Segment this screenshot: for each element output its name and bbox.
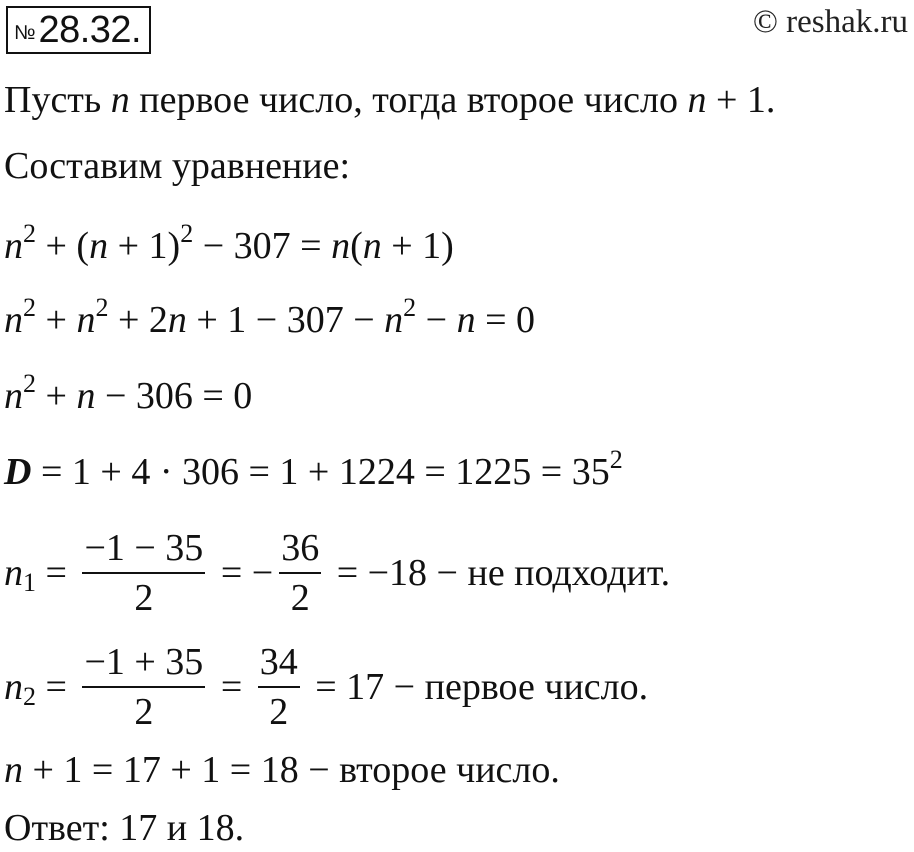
variable: n — [76, 375, 96, 417]
text: + — [36, 375, 77, 417]
fraction-bar — [279, 572, 321, 574]
fraction-numerator: 36 — [281, 527, 320, 569]
text: = 0 — [475, 299, 536, 341]
exponent: 2 — [23, 369, 36, 398]
fraction — [82, 640, 205, 734]
variable: n — [4, 375, 23, 417]
exponent: 2 — [95, 293, 109, 322]
number-sign: № — [14, 21, 36, 44]
variable: n — [384, 299, 404, 341]
text: + 1 − 307 − — [186, 299, 385, 341]
fraction — [258, 640, 300, 734]
problem-number: 28.32. — [38, 8, 142, 51]
variable: n — [362, 225, 382, 267]
root-2-line: n $_2$ = $\frac{-1 + 35}{2}$ = $\frac{34}{2}$ = 17 − первое число. — [4, 641, 649, 733]
text: ( — [350, 225, 363, 267]
text: − 306 = 0 — [95, 375, 253, 417]
variable: n — [4, 552, 23, 594]
text: первое число, тогда второе число — [129, 79, 688, 121]
second-number-line — [4, 748, 560, 792]
exponent: 2 — [180, 219, 194, 248]
text: Пусть — [4, 79, 111, 121]
fraction-denominator: 2 — [134, 691, 154, 733]
text: + — [36, 299, 77, 341]
text: + 1 = 17 + 1 = 18 − второе число. — [23, 749, 560, 791]
fraction-numerator: 34 — [259, 641, 298, 683]
variable: n — [167, 299, 187, 341]
variable: n — [4, 749, 23, 791]
text: = − — [211, 552, 274, 594]
variable: n — [4, 225, 23, 267]
statement-line — [4, 78, 775, 122]
fraction-bar — [258, 686, 300, 688]
text: = 1 + 4 · 306 = 1 + 1224 = 1225 = 35 — [31, 451, 610, 493]
text: = 17 − первое число. — [305, 666, 649, 708]
equation-line-1 — [4, 219, 454, 268]
text: Составим уравнение: — [4, 145, 351, 187]
variable: n — [331, 225, 351, 267]
discriminant-symbol: D — [4, 451, 32, 493]
problem-number-badge — [6, 6, 151, 54]
fraction — [82, 526, 205, 620]
site-watermark: © reshak.ru — [752, 4, 908, 40]
fraction-denominator: 2 — [269, 691, 289, 733]
variable: n — [4, 666, 23, 708]
discriminant-line — [4, 445, 623, 494]
exponent: 2 — [23, 293, 36, 322]
fraction-bar — [82, 686, 205, 688]
variable: n — [687, 79, 707, 121]
text: − 307 = — [193, 225, 332, 267]
exponent: 2 — [609, 445, 623, 474]
text: = — [36, 552, 77, 594]
fraction-denominator: 2 — [134, 577, 154, 619]
text: + 1. — [706, 79, 776, 121]
fraction — [279, 526, 321, 620]
exponent: 2 — [403, 293, 417, 322]
text: = −18 − не подходит. — [327, 552, 671, 594]
text: + 1) — [381, 225, 454, 267]
variable: n — [456, 299, 476, 341]
exponent: 2 — [23, 219, 36, 248]
equation-line-2 — [4, 293, 536, 342]
fraction-denominator: 2 — [290, 577, 310, 619]
text: = — [211, 666, 252, 708]
variable: n — [110, 79, 130, 121]
text: + ( — [36, 225, 90, 267]
root-1-line: n $_1$ = $\frac{-1 - 35}{2}$ = − $\frac{36}{2}$ = −18 − не подходит. — [4, 527, 671, 619]
text: = — [36, 666, 77, 708]
fraction-numerator: −1 + 35 — [84, 641, 204, 683]
fraction-numerator: −1 − 35 — [84, 527, 204, 569]
text: + 2 — [108, 299, 168, 341]
variable: n — [89, 225, 109, 267]
answer-text: Ответ: 17 и 18. — [4, 807, 245, 849]
equation-line-3 — [4, 369, 253, 418]
text: − — [416, 299, 457, 341]
fraction-bar — [82, 572, 205, 574]
variable: n — [76, 299, 96, 341]
equation-intro-line — [4, 144, 350, 188]
answer-line — [4, 806, 244, 850]
variable: n — [4, 299, 23, 341]
text: + 1) — [108, 225, 181, 267]
